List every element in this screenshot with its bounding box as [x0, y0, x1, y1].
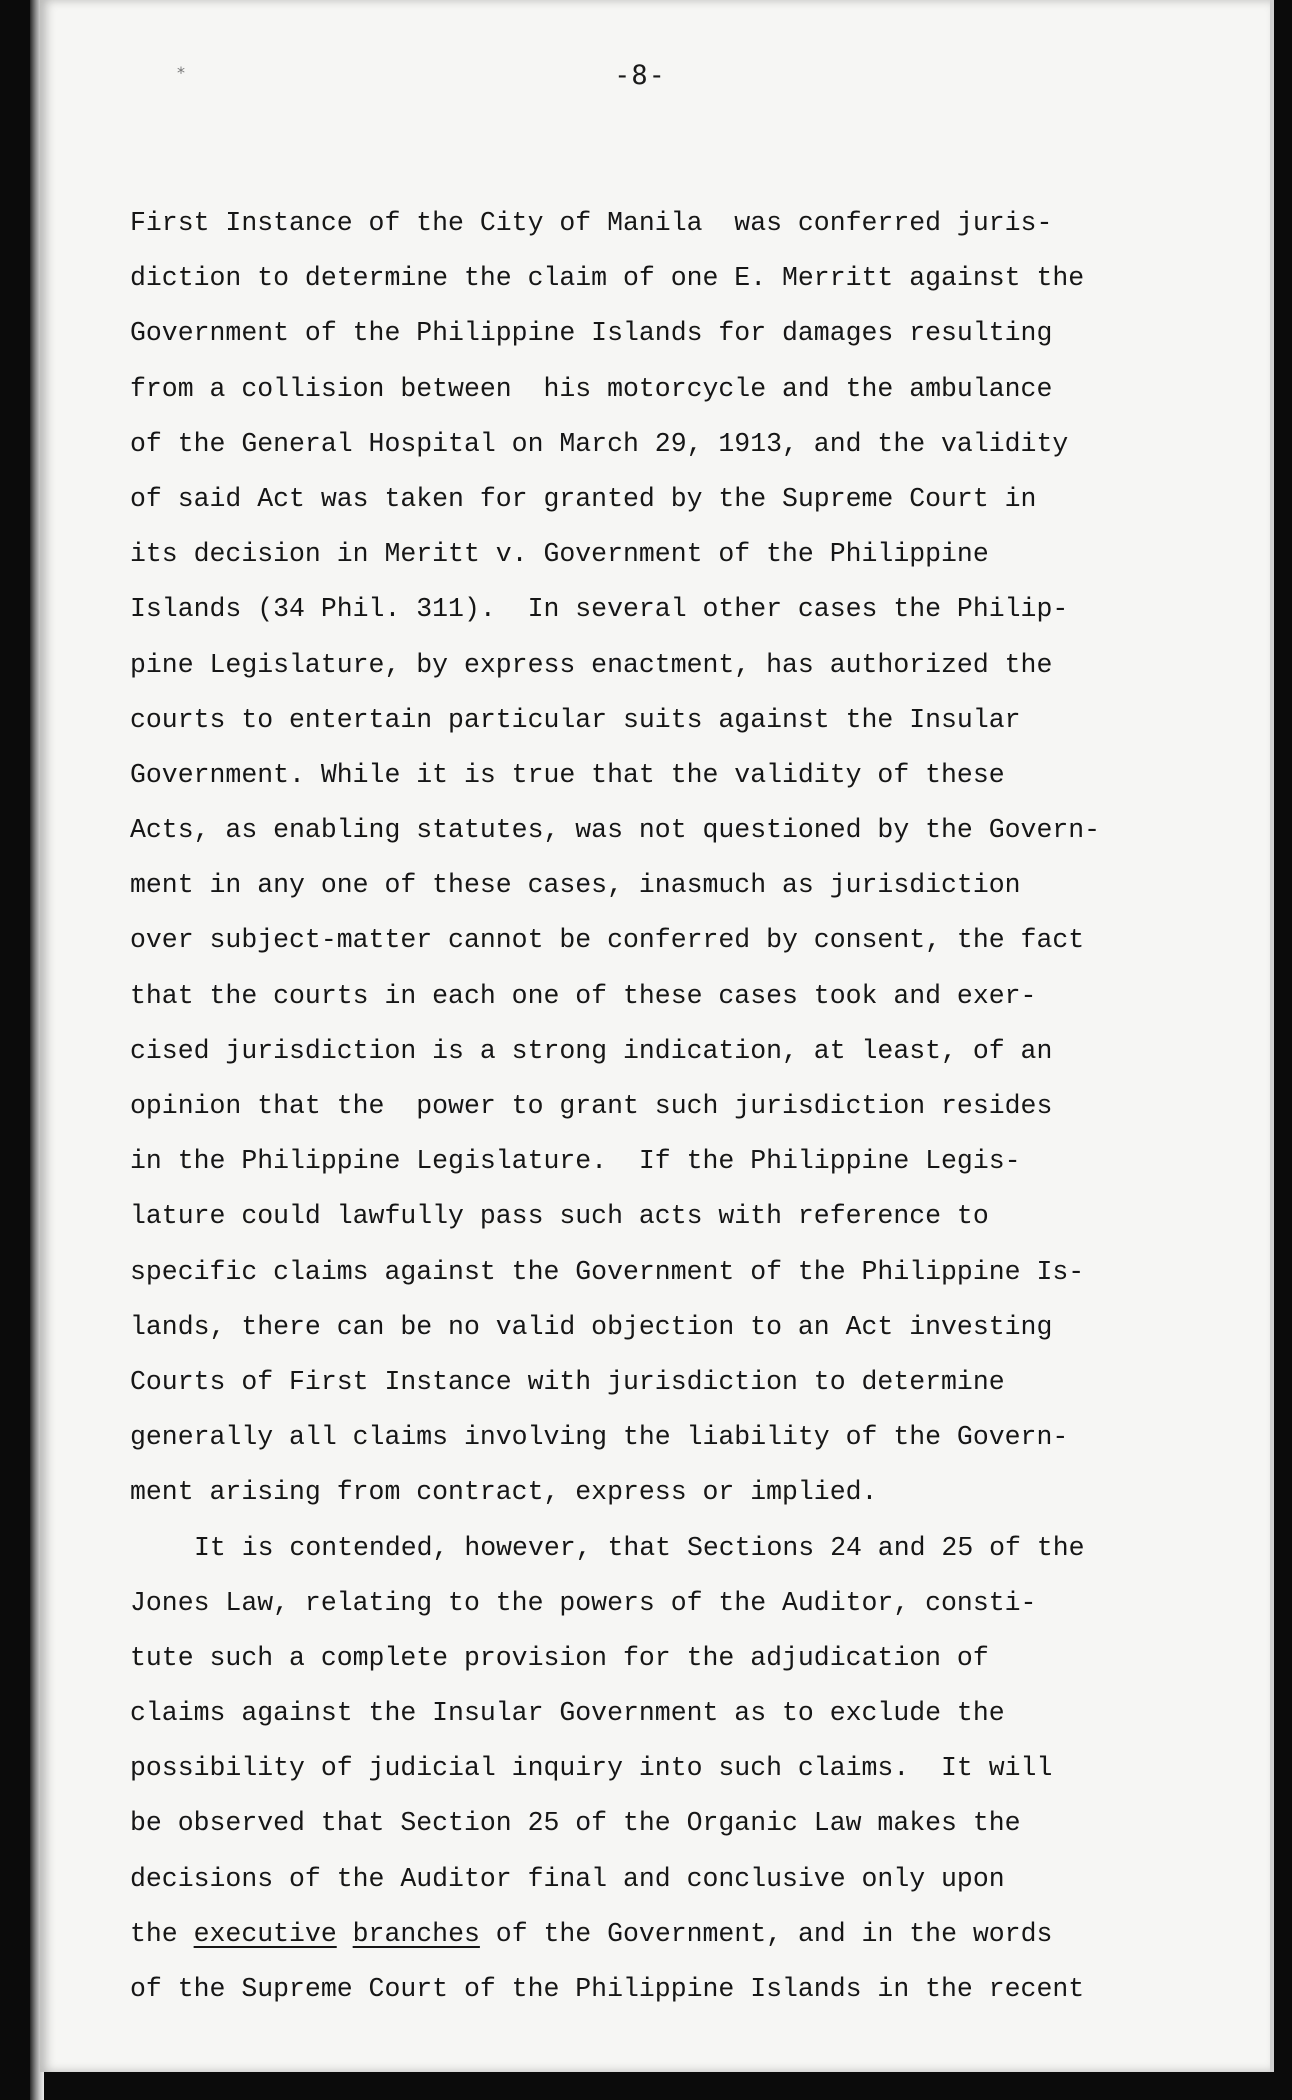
text-line-last: of the Supreme Court of the Philippine Islands in the recent [130, 1974, 1085, 2004]
text-line: Government of the Philippine Islands for damages resulting [130, 318, 1053, 349]
document-body [130, 196, 1190, 2017]
text-line: lands, there can be no valid objection to an Act investing [130, 1311, 1053, 1342]
text-line: ment in any one of these cases, inasmuch as jurisdiction [130, 870, 1021, 901]
text-line: Acts, as enabling statutes, was not questioned by the Govern- [130, 815, 1101, 846]
text-line: tute such a complete provision for the adjudication of [130, 1642, 989, 1673]
line-space [337, 1919, 353, 1949]
text-line: of said Act was taken for granted by the Supreme Court in [130, 483, 1037, 514]
text-line: that the courts in each one of these cases took and exer- [130, 980, 1037, 1011]
text-line: Islands (34 Phil. 311). In several other cases the Philip- [130, 594, 1069, 625]
text-line: decisions of the Auditor final and conclusive only upon [130, 1863, 1005, 1894]
line-suffix: of the Government, and in the words [479, 1918, 1053, 1949]
underlined-branches: branches [352, 1918, 480, 1949]
paragraph-1 [130, 196, 1190, 1521]
paragraph-2 [130, 1521, 1190, 1907]
text-line: be observed that Section 25 of the Organic Law makes the [130, 1808, 1021, 1839]
text-line: cised jurisdiction is a strong indication, at least, of an [130, 1035, 1053, 1066]
text-line: pine Legislature, by express enactment, has authorized the [130, 649, 1053, 680]
text-line: generally all claims involving the liability of the Govern- [130, 1422, 1069, 1453]
text-line: its decision in Meritt v. Government of the Philippine [130, 539, 989, 570]
page-number: -8- [614, 60, 666, 91]
underlined-executive: executive [193, 1918, 337, 1949]
text-line: of the General Hospital on March 29, 1913, and the validity [130, 428, 1069, 459]
text-line: It is contended, however, that Sections 24 and 25 of the [194, 1532, 1085, 1563]
text-line: claims against the Insular Government as to exclude the [130, 1698, 1005, 1729]
text-line: First Instance of the City of Manila was conferred juris- [130, 208, 1053, 238]
text-line: in the Philippine Legislature. If the Philippine Legis- [130, 1146, 1021, 1177]
text-line: from a collision between his motorcycle and the ambulance [130, 373, 1053, 404]
text-line: diction to determine the claim of one E. Merritt against the [130, 263, 1085, 294]
text-line: Courts of First Instance with jurisdiction to determine [130, 1366, 1005, 1397]
typed-page [40, 0, 1274, 2072]
text-line: courts to entertain particular suits against the Insular [130, 704, 1021, 735]
text-line: specific claims against the Government of the Philippine Is- [130, 1256, 1085, 1287]
text-line: opinion that the power to grant such jurisdiction resides [130, 1091, 1053, 1121]
text-line-underlined [130, 1907, 1190, 1962]
text-line: lature could lawfully pass such acts with reference to [130, 1201, 989, 1232]
text-line: Jones Law, relating to the powers of the Auditor, consti- [130, 1587, 1037, 1618]
text-line: ment arising from contract, express or implied. [130, 1477, 878, 1508]
line-prefix: the [130, 1918, 194, 1949]
text-line: Government. While it is true that the validity of these [130, 759, 1005, 790]
text-line: possibility of judicial inquiry into such claims. It will [130, 1753, 1053, 1784]
text-line: over subject-matter cannot be conferred by consent, the fact [130, 925, 1085, 956]
corner-mark: * [177, 63, 185, 82]
